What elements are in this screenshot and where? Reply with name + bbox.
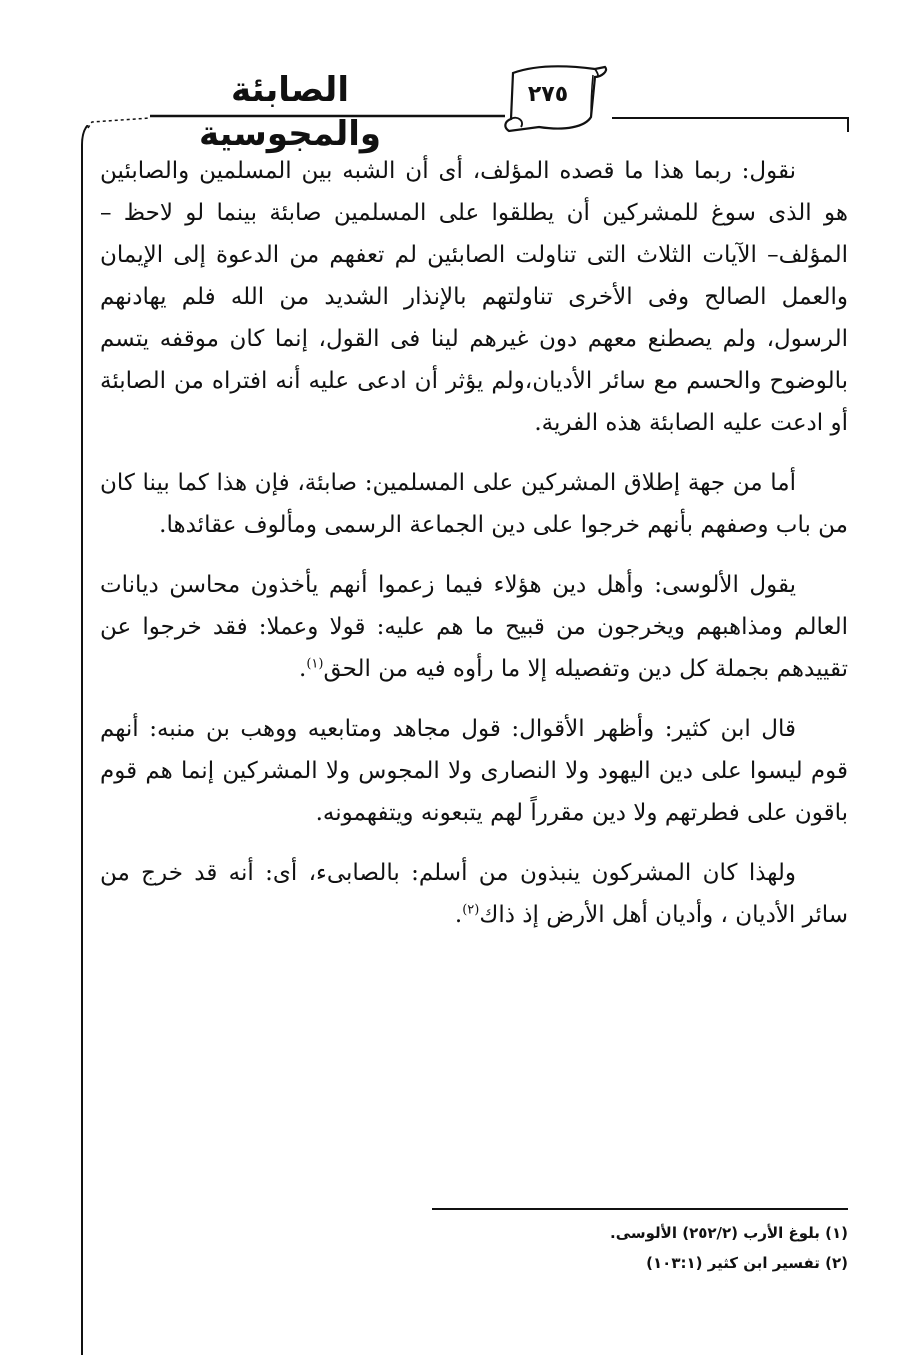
page-border-left [74,125,92,1355]
footnote-reference[interactable]: (١) [306,656,324,672]
paragraph-text: يقول الألوسى: وأهل دين هؤلاء فيما زعموا أنهم يأخذون محاسن ديانات العالم ومذاهبهم ويخرجون من قبيح ما هم عليه: قولا وعملا: فقد خرجوا عن تقييدهم بجملة كل دين وتفصيله إلا ما رأوه فيه من الحق [100,572,848,682]
paragraph-text: نقول: ربما هذا ما قصده المؤلف، أى أن الشبه بين المسلمين والصابئين هو الذى سوغ للمشركين أن يطلقوا على المسلمين صابئة بينما لو لاحظ – المؤلف– الآيات الثلاث التى تناولت الصابئين لم تعفهم من الدعوة إلى الإيمان والعمل الصالح وفى الأخرى تناولتهم بالإنذار الشديد من الله فلم يهادنهم الرسول، ولم يصطنع معهم دون غيرهم لينا فى القول، إنما كان موقفه يتسم بالوضوح والحسم مع سائر الأديان،ولم يؤثر أن ادعى عليه أنه افتراه من الصابئة أو ادعت عليه الصابئة هذه الفرية. [100,158,848,436]
paragraph [100,852,848,936]
footnotes [432,1218,848,1278]
footnote-separator [432,1208,848,1210]
page-header [0,0,924,154]
running-header-title: الصابئة والمجوسية [198,70,382,154]
header-rule [0,0,924,150]
paragraph [100,564,848,690]
footnote-item: (١) بلوغ الأرب (٢٥٢/٢) الألوسى. [610,1224,848,1242]
footnote-reference[interactable]: (٢) [462,902,480,918]
paragraph-text: قال ابن كثير: وأظهر الأقوال: قول مجاهد ومتابعيه ووهب بن منبه: أنهم قوم ليسوا على دين اليهود ولا النصارى ولا المجوس ولا المشركين إنما هم قوم باقون على فطرتهم ولا دين مقرراً لهم يتبعونه ويتفهمونه. [100,716,848,826]
paragraph [100,150,848,444]
page-number: ٢٧٥ [527,82,569,107]
sentence-end: . [454,902,463,928]
paragraph [100,462,848,546]
paragraph [100,708,848,834]
footnote-item: (٢) تفسير ابن كثير (١٠٣:١) [646,1254,848,1272]
sentence-end: . [299,656,307,682]
paragraph-text: ولهذا كان المشركون ينبذون من أسلم: بالصابىء، أى: أنه قد خرج من سائر الأديان ، وأديان أهل الأرض إذ ذاك [100,860,848,928]
body-text [100,150,848,954]
paragraph-text: أما من جهة إطلاق المشركين على المسلمين: صابئة، فإن هذا كما بينا كان من باب وصفهم بأنهم خرجوا على دين الجماعة الرسمى ومألوف عقائدها. [100,470,848,538]
